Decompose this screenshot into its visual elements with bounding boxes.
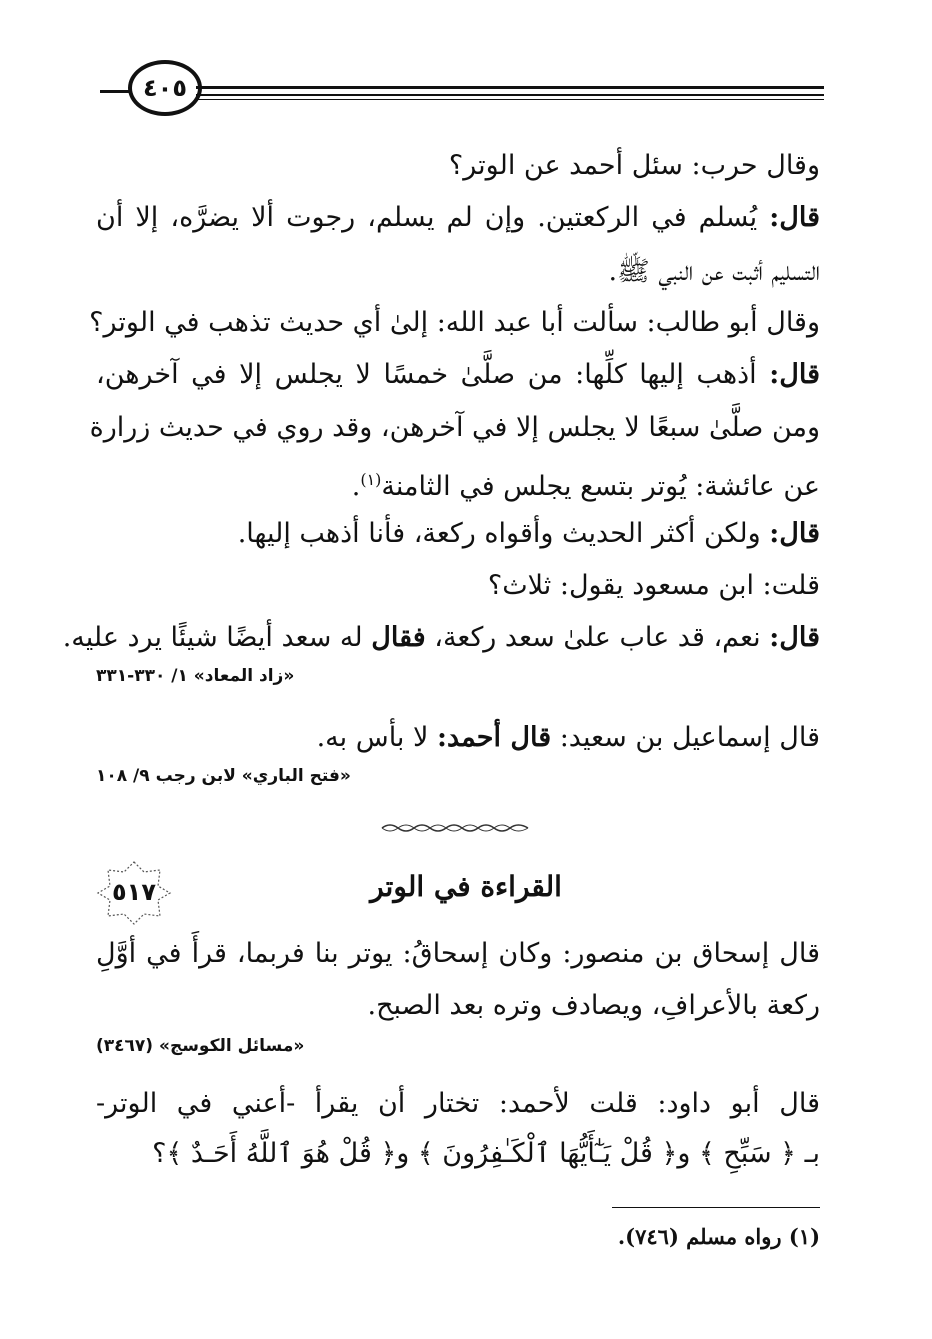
text-line: عن عائشة: يُوتر بتسع يجلس في الثامنة$^{(١)}$. xyxy=(351,470,820,502)
source-citation: «زاد المعاد» ١/ ٣٣٠-٣٣١ xyxy=(96,666,295,686)
source-citation: «مسائل الكوسج» (٣٤٦٧) xyxy=(96,1036,305,1056)
page-number-text: ٤٠٥ xyxy=(143,74,187,102)
text-line: قال إسحاق بن منصور: وكان إسحاقُ: يوتر بنا فربما، قرأَ في أوَّلِ xyxy=(96,938,820,969)
speaker-label: قال أحمد: xyxy=(437,722,552,753)
header-rule-left xyxy=(100,90,130,93)
header-rule xyxy=(196,99,824,100)
footnote-marker[interactable]: (١) xyxy=(360,470,382,489)
text-line: قال: ولكن أكثر الحديث وأقواه ركعة، فأنا أذهب إليها. xyxy=(237,518,820,549)
speaker-label: قال: xyxy=(769,622,820,653)
text-line: وقال حرب: سئل أحمد عن الوتر؟ xyxy=(448,150,820,181)
source-citation: «فتح الباري» لابن رجب ٩/ ١٠٨ xyxy=(96,766,351,786)
text-line: ركعة بالأعرافِ، ويصادف وتره بعد الصبح. xyxy=(367,990,820,1021)
header-rule xyxy=(196,86,824,89)
text-line: قال إسماعيل بن سعيد: قال أحمد: لا بأس به. xyxy=(316,722,820,753)
page-number xyxy=(128,60,202,116)
header-rule xyxy=(196,94,824,96)
text-line: قال: أذهب إليها كلِّها: من صلَّىٰ خمسًا لا يجلس إلا في آخرهن، xyxy=(96,359,820,390)
section-number: ٥١٧ xyxy=(112,878,156,906)
text-line: التسليم أثبت عن النبي ﷺ. xyxy=(608,256,820,287)
footnote: (١) رواه مسلم (٧٤٦). xyxy=(617,1224,820,1249)
text-line: قال: نعم، قد عاب علىٰ سعد ركعة، فقال له سعد أيضًا شيئًا يرد عليه. xyxy=(62,622,820,653)
speaker-label: قال: xyxy=(769,359,820,390)
text-line: قال أبو داود: قلت لأحمد: تختار أن يقرأ -أعني في الوتر- xyxy=(96,1088,820,1119)
ornament-divider xyxy=(380,822,530,834)
text-line: ومن صلَّىٰ سبعًا لا يجلس إلا في آخرهن، وقد روي في حديث زرارة xyxy=(89,412,820,443)
footnote-rule xyxy=(612,1207,820,1208)
text-line: بـ ﴿ سَبِّحِ ﴾ و﴿ قُلْ يَـٰٓأَيُّهَا ٱلْكَـٰفِرُونَ ﴾ و﴿ قُلْ هُوَ ٱللَّهُ أَحَـدٌ ﴾؟ xyxy=(152,1138,820,1169)
text-line: وقال أبو طالب: سألت أبا عبد الله: إلىٰ أي حديث تذهب في الوتر؟ xyxy=(89,307,820,338)
speaker-label: قال: xyxy=(769,518,820,549)
section-title: القراءة في الوتر xyxy=(370,870,562,903)
text-line: قال: يُسلم في الركعتين. وإن لم يسلم، رجوت ألا يضرَّه، إلا أن xyxy=(96,202,820,233)
text-line: قلت: ابن مسعود يقول: ثلاث؟ xyxy=(487,570,820,601)
speaker-label: قال: xyxy=(769,202,820,233)
